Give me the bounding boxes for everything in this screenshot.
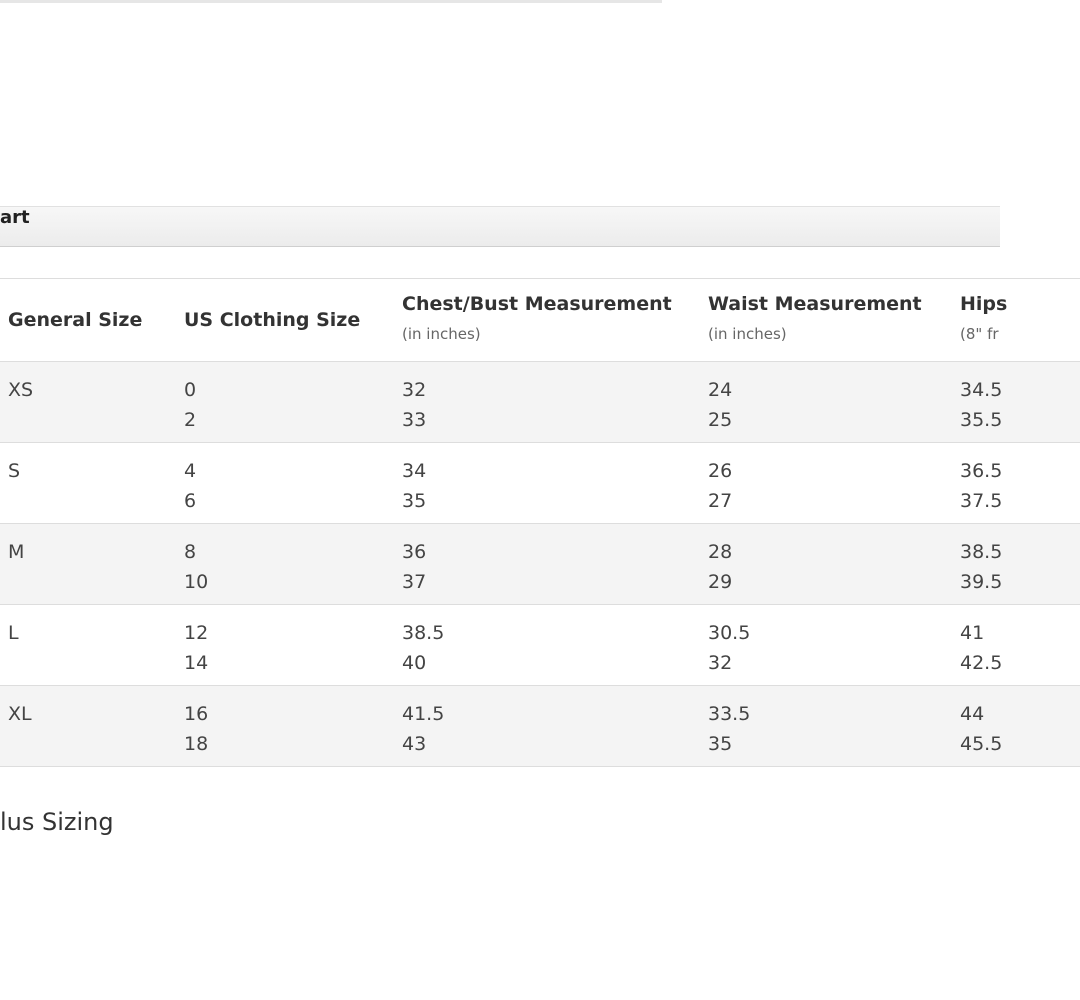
cell-value: 14	[184, 652, 209, 674]
cell-value: 33	[402, 409, 427, 431]
waist-cell	[700, 524, 952, 605]
header-label: Chest/Bust Measurement	[402, 293, 672, 315]
cell-value: 0	[184, 379, 197, 401]
general-size-cell	[0, 443, 176, 524]
cell-value: 32	[708, 652, 733, 674]
cell-value: 34.5	[960, 379, 1003, 401]
header-general-size	[0, 279, 176, 362]
waist-cell	[700, 686, 952, 767]
cell-value: 38.5	[402, 622, 445, 644]
cell-value: 41	[960, 622, 985, 644]
header-label: Waist Measurement	[708, 293, 922, 315]
waist-cell	[700, 605, 952, 686]
cell-value: 10	[184, 571, 209, 593]
general-size-cell	[0, 362, 176, 443]
header-unit: (8" fr	[960, 325, 999, 343]
cell-value: 16	[184, 703, 209, 725]
section-title: art	[0, 207, 30, 228]
waist-cell	[700, 362, 952, 443]
table-row	[0, 524, 1080, 605]
header-us-clothing-size	[176, 279, 394, 362]
waist-cell	[700, 443, 952, 524]
cell-value: 8	[184, 541, 197, 563]
cell-value: 29	[708, 571, 733, 593]
cell-value: 2	[184, 409, 197, 431]
cell-value: 25	[708, 409, 733, 431]
cell-value: 24	[708, 379, 733, 401]
cell-value: 42.5	[960, 652, 1003, 674]
top-divider	[0, 0, 662, 3]
hips-cell	[952, 443, 1080, 524]
header-waist	[700, 279, 952, 362]
cell-value: XL	[8, 703, 32, 725]
header-unit: (in inches)	[402, 325, 481, 343]
cell-value: 37	[402, 571, 427, 593]
chest-cell	[394, 362, 700, 443]
cell-value: 33.5	[708, 703, 751, 725]
cell-value: 36	[402, 541, 427, 563]
cell-value: 37.5	[960, 490, 1003, 512]
cell-value: 39.5	[960, 571, 1003, 593]
table-row	[0, 362, 1080, 443]
plus-sizing-heading: lus Sizing	[0, 808, 114, 836]
hips-cell	[952, 362, 1080, 443]
cell-value: 27	[708, 490, 733, 512]
cell-value: 36.5	[960, 460, 1003, 482]
cell-value: L	[8, 622, 19, 644]
cell-value: S	[8, 460, 21, 482]
hips-cell	[952, 605, 1080, 686]
chest-cell	[394, 524, 700, 605]
header-label: US Clothing Size	[184, 309, 361, 331]
cell-value: 35.5	[960, 409, 1003, 431]
general-size-cell	[0, 605, 176, 686]
chest-cell	[394, 443, 700, 524]
cell-value: 4	[184, 460, 197, 482]
us-size-cell	[176, 686, 394, 767]
table-row	[0, 686, 1080, 767]
header-unit: (in inches)	[708, 325, 787, 343]
header-label: Hips	[960, 293, 1008, 315]
us-size-cell	[176, 362, 394, 443]
us-size-cell	[176, 524, 394, 605]
chest-cell	[394, 605, 700, 686]
header-hips	[952, 279, 1080, 362]
cell-value: 44	[960, 703, 985, 725]
cell-value: 34	[402, 460, 427, 482]
cell-value: 6	[184, 490, 197, 512]
cell-value: 32	[402, 379, 427, 401]
cell-value: 43	[402, 733, 427, 755]
hips-cell	[952, 686, 1080, 767]
cell-value: 28	[708, 541, 733, 563]
us-size-cell	[176, 443, 394, 524]
us-size-cell	[176, 605, 394, 686]
cell-value: 45.5	[960, 733, 1003, 755]
table-header-row	[0, 279, 1080, 362]
cell-value: XS	[8, 379, 34, 401]
cell-value: 18	[184, 733, 209, 755]
size-table	[0, 278, 1080, 767]
cell-value: 38.5	[960, 541, 1003, 563]
header-label: General Size	[8, 309, 143, 331]
hips-cell	[952, 524, 1080, 605]
table-row	[0, 443, 1080, 524]
cell-value: 35	[708, 733, 733, 755]
table-row	[0, 605, 1080, 686]
cell-value: 35	[402, 490, 427, 512]
cell-value: 30.5	[708, 622, 751, 644]
chest-cell	[394, 686, 700, 767]
cell-value: M	[8, 541, 25, 563]
cell-value: 40	[402, 652, 427, 674]
section-header-bar	[0, 206, 1000, 247]
general-size-cell	[0, 524, 176, 605]
header-chest-bust	[394, 279, 700, 362]
general-size-cell	[0, 686, 176, 767]
cell-value: 26	[708, 460, 733, 482]
size-table-container	[0, 278, 1008, 772]
cell-value: 41.5	[402, 703, 445, 725]
cell-value: 12	[184, 622, 209, 644]
